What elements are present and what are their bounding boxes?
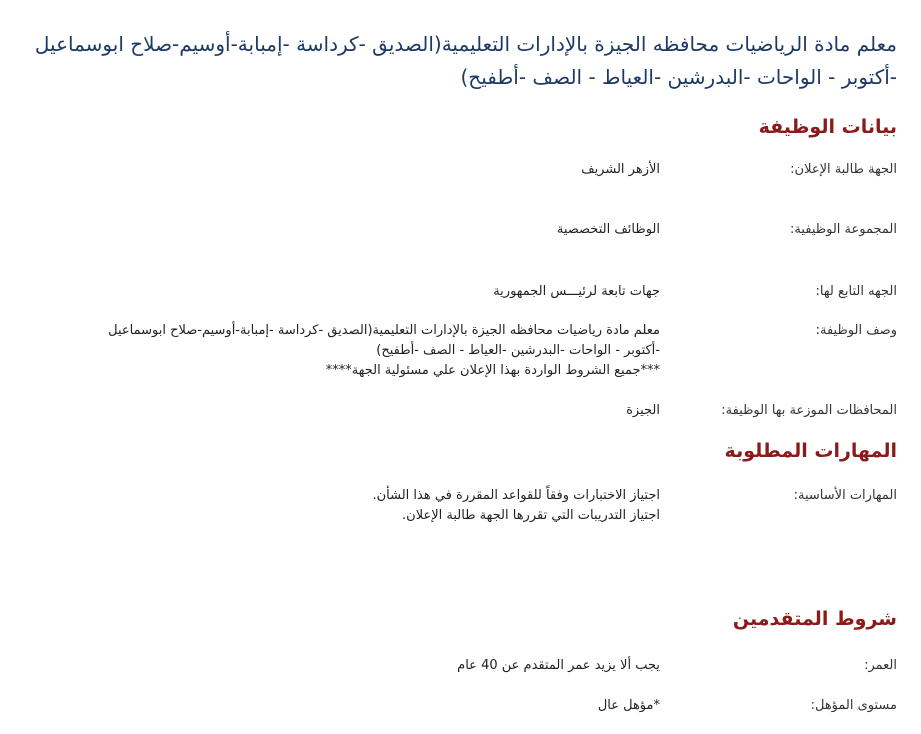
field-value	[40, 160, 660, 180]
field-value-line: *مؤهل عال	[597, 698, 660, 713]
field-value-line: جهات تابعة لرئيـــس الجمهورية	[493, 284, 660, 299]
field-value-line: اجتياز الاختبارات وفقاً للقواعد المقررة في هذا الشأن.	[372, 488, 660, 503]
field-value-line: يجب ألا يزيد عمر المتقدم عن 40 عام	[457, 658, 660, 673]
section-heading-applicant-conditions: شروط المتقدمين	[732, 608, 897, 630]
field-value-line: معلم مادة رياضيات محافظه الجيزة بالإدارات التعليمية(الصديق -كرداسة -إمبابة-أوسيم-صلاح ابوسماعيل	[108, 323, 660, 338]
field-value	[40, 696, 660, 716]
field-value	[40, 220, 660, 240]
section-heading-job-data: بيانات الوظيفة	[758, 116, 897, 138]
field-value-line: -أكتوبر - الواحات -البدرشين -العياط - الصف -أطفيح)	[376, 343, 660, 358]
field-value	[40, 486, 660, 526]
section-heading-skills: المهارات المطلوبة	[724, 440, 897, 462]
field-label: المجموعة الوظيفية:	[790, 222, 897, 237]
field-value-line: ***جميع الشروط الواردة بهذا الإعلان علي مسئولية الجهة****	[325, 363, 660, 378]
field-label: المحافظات الموزعة بها الوظيفة:	[721, 403, 897, 418]
field-value-line: اجتياز التدريبات التي تقررها الجهة طالبة الإعلان.	[402, 508, 660, 523]
field-label: وصف الوظيفة:	[815, 323, 897, 338]
field-value-line: الوظائف التخصصية	[556, 222, 660, 237]
field-label: المهارات الأساسية:	[793, 488, 897, 503]
field-value	[40, 321, 660, 381]
field-value	[40, 656, 660, 676]
field-value	[40, 282, 660, 302]
field-label: الجهة طالبة الإعلان:	[790, 162, 897, 177]
field-label: العمر:	[864, 658, 897, 673]
field-value-line: الأزهر الشريف	[581, 162, 660, 177]
field-value	[40, 401, 660, 421]
field-value-line: الجيزة	[626, 403, 660, 418]
field-label: الجهه التابع لها:	[815, 284, 897, 299]
page-title: معلم مادة الرياضيات محافظه الجيزة بالإدارات التعليمية(الصديق -كرداسة -إمبابة-أوسيم-صلاح ابوسماعيل -أكتوبر - الواحات -البدرشين -العياط - الصف -أطفيح)	[34, 32, 897, 89]
field-label: مستوى المؤهل:	[810, 698, 897, 713]
